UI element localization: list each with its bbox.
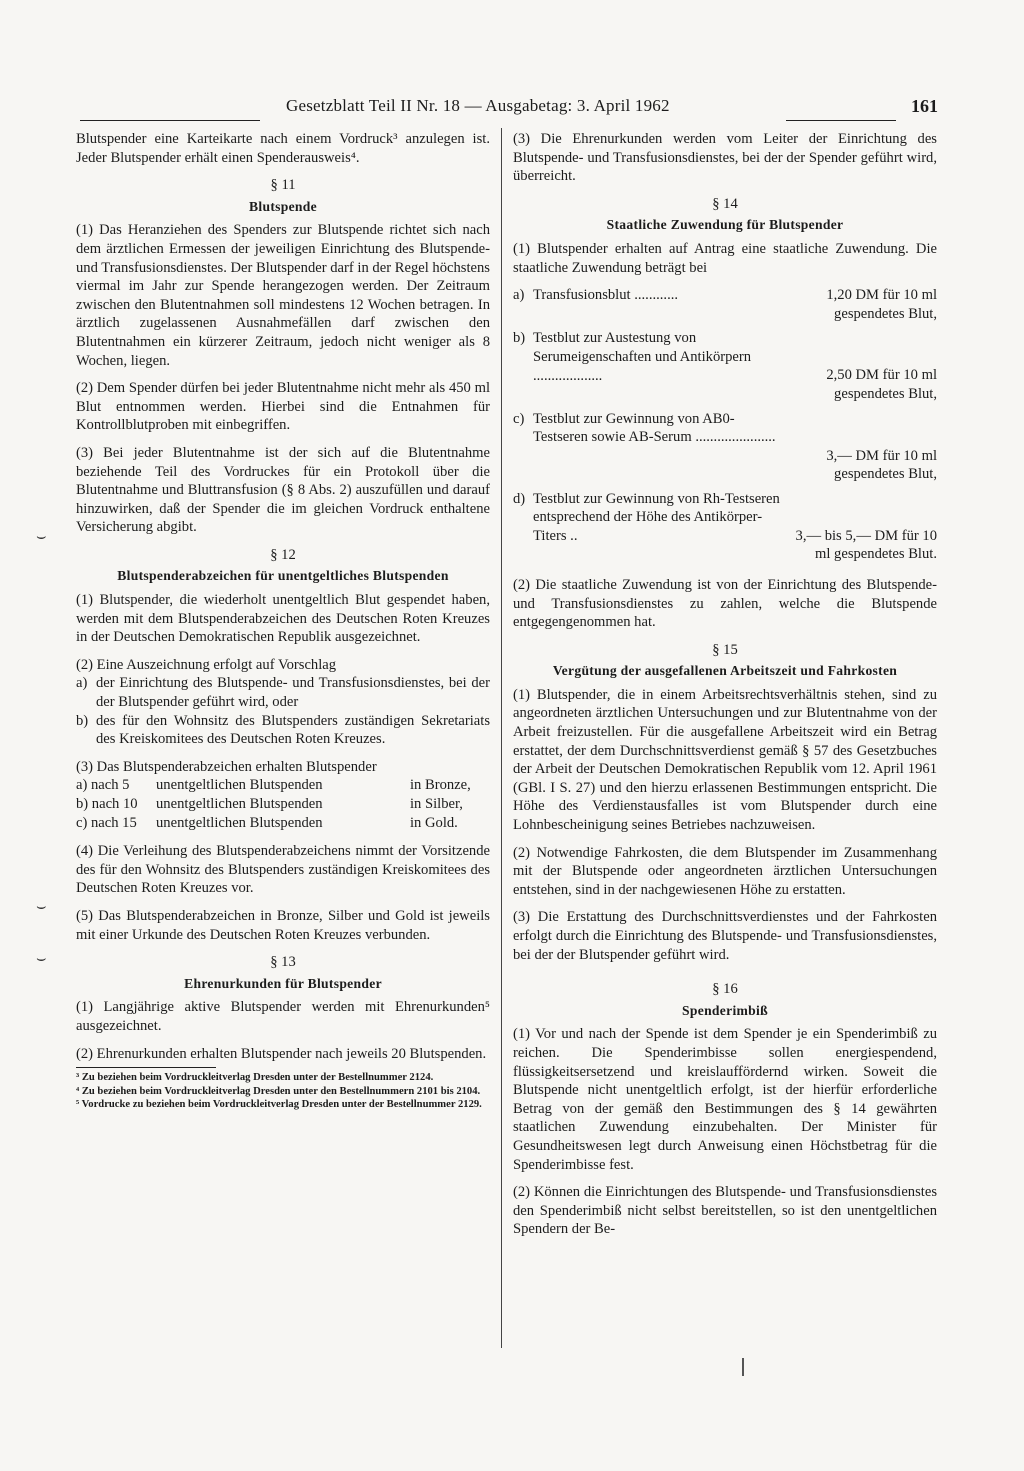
medal-count: a) nach 5 <box>76 777 130 794</box>
rate-value: 2,50 DM für 10 ml gespendetes Blut, <box>826 367 937 402</box>
medal-row-silver <box>76 795 490 814</box>
medal-grade: in Gold. <box>410 814 458 831</box>
list-item-text: des für den Wohnsitz des Blutspenders zuständigen Sekretariats des Kreiskomitees des Deutschen Roten Kreuzes. <box>96 712 490 748</box>
right-intro-paragraph: (3) Die Ehrenurkunden werden vom Leiter der Einrichtung des Blutspende- und Transfusionsdienstes, bei der der Spender geführt wird, überreicht. <box>513 131 937 185</box>
section-12-number: § 12 <box>270 546 296 563</box>
page-header <box>80 96 938 126</box>
list-item <box>76 674 490 711</box>
medal-count: c) nach 15 <box>76 814 137 831</box>
section-16-paragraph-2: (2) Können die Einrichtungen des Blutspende- und Transfusionsdienstes den Spenderimbiß nicht selbst bereitstellen, so ist den unentgeltlichen Spendern der Be- <box>513 1184 937 1238</box>
medal-count: b) nach 10 <box>76 796 138 812</box>
rate-row-b <box>513 329 937 403</box>
left-column <box>76 130 490 1113</box>
footnote-5: ⁵ Vordrucke zu beziehen beim Vordruckleitverlag Dresden unter der Bestellnummer 2129. <box>76 1099 482 1111</box>
medal-row-gold <box>76 814 490 833</box>
right-column <box>513 130 937 1248</box>
section-12-p3-intro: (3) Das Blutspenderabzeichen erhalten Blutspender <box>76 758 377 775</box>
section-16-heading: Spenderimbiß <box>682 1002 768 1018</box>
section-15-paragraph-1: (1) Blutspender, die in einem Arbeitsrechtsverhältnis stehen, sind zu angeordneten ärztlichen Untersuchungen und zur Blutentnahme von der Arbeit freizustellen. Für die ausgefallene Arbeitszeit wird ein Betrag erstattet, der dem Durchschnittsverdienst gemäß § 57 des Gesetzbuches der Arbeit der Deutschen Demokratischen Republik vom 12. April 1961 (GBl. I S. 27) und den hierzu erlassenen Bestimmungen entspricht. Die Höhe des Verdienstausfalles ist vom Blutspender durch eine Lohnbescheinigung seines Betriebes nachzuweisen. <box>513 686 937 834</box>
section-11-paragraph-1: (1) Das Heranziehen des Spenders zur Blutspende richtet sich nach dem ärztlichen Ermessen der jeweiligen Einrichtung des Blutspende- und Transfusionsdienstes. Der Blutspender darf in der Regel höchstens viermal im Jahr zur Spende herangezogen werden. Der Zeitraum zwischen den Blutentnahmen soll mindestens 12 Wochen betragen. In ärztlich zugelassenen Ausnahmefällen darf zwischen den Blutentnahmen ein kürzerer Zeitraum, jedoch nicht weniger als 8 Wochen, liegen. <box>76 222 490 369</box>
section-12-heading: Blutspenderabzeichen für unentgeltliches Blutspenden <box>117 568 449 584</box>
section-12-paragraph-1: (1) Blutspender, die wiederholt unentgeltlich Blut gespendet haben, werden mit dem Blutspenderabzeichen des Deutschen Roten Kreuzes in der Deutschen Demokratischen Republik ausgezeichnet. <box>76 592 490 646</box>
section-12-paragraph-5: (5) Das Blutspenderabzeichen in Bronze, Silber und Gold ist jeweils mit einer Urkunde des Deutschen Roten Kreuzes verbunden. <box>76 907 490 943</box>
rate-text: Testblut zur Gewinnung von Rh-Testseren entsprechend der Höhe des Antikörper-Titers .. <box>533 490 780 544</box>
list-item <box>76 712 490 749</box>
footnote-rule <box>76 1067 216 1068</box>
rate-value: 3,— DM für 10 ml gespendetes Blut, <box>826 447 937 483</box>
rate-value: 3,— bis 5,— DM für 10 ml gespendetes Blut. <box>795 527 937 563</box>
column-divider <box>501 128 502 1348</box>
margin-check-mark: ⌣ <box>36 528 47 545</box>
margin-check-mark: ⌣ <box>36 898 47 915</box>
header-title: Gesetzblatt Teil II Nr. 18 — Ausgabetag: 3. April 1962 <box>286 96 670 115</box>
page-number: 161 <box>911 96 938 116</box>
rate-text: Transfusionsblut ............ <box>533 287 679 304</box>
margin-check-mark: ⌣ <box>36 950 47 967</box>
section-14-paragraph-2: (2) Die staatliche Zuwendung ist von der Einrichtung des Blutspende- und Transfusionsdienstes zu zahlen, welche die Blutspende entgegengenommen hat. <box>513 576 937 631</box>
section-15-number: § 15 <box>712 641 738 658</box>
section-16-paragraph-1: (1) Vor und nach der Spende ist dem Spender je ein Spenderimbiß zu reichen. Die Spenderimbisse sollen energiespendend, flüssigkeitsersetzend und kreislauffördernd wirken. Soweit die Blutspende nicht unentgeltlich erfolgt, ist der hierfür erforderliche Betrag von der gemäß den Bestimmungen des § 14 gewährten staatlichen Zuwendung einzubehalten. Der Minister für Gesundheitswesen legt durch Anweisung einen Höchstbetrag für die Spenderimbisse fest. <box>513 1026 937 1173</box>
rate-label: d) <box>513 490 526 507</box>
medal-desc: unentgeltlichen Blutspenden <box>156 814 323 831</box>
section-15-paragraph-2: (2) Notwendige Fahrkosten, die dem Blutspender im Zusammenhang mit der Blutspende oder angeordneten ärztlichen Untersuchungen entstehen, sind in der nachgewiesenen Höhe zu erstatten. <box>513 844 937 898</box>
header-rule-left <box>80 120 260 121</box>
section-14-heading: Staatliche Zuwendung für Blutspender <box>606 217 844 233</box>
section-14-number: § 14 <box>712 195 738 212</box>
footnote-3: ³ Zu beziehen beim Vordruckleitverlag Dresden unter der Bestellnummer 2124. <box>76 1072 434 1084</box>
list-item-text: der Einrichtung des Blutspende- und Transfusionsdienstes, bei der der Blutspender geführt wird, oder <box>96 675 490 711</box>
rate-label: c) <box>513 410 525 427</box>
rate-row-d <box>513 490 937 564</box>
rate-label: b) <box>513 330 526 347</box>
medal-row-bronze <box>76 776 490 795</box>
rate-value: 1,20 DM für 10 ml gespendetes Blut, <box>826 287 937 322</box>
rate-text: Testblut zur Austestung von Serumeigenschaften und Antikörpern ................... <box>533 330 752 384</box>
section-13-paragraph-1: (1) Langjährige aktive Blutspender werden mit Ehrenurkunden⁵ ausgezeichnet. <box>76 999 490 1034</box>
header-rule-right <box>786 120 896 121</box>
left-intro-paragraph: Blutspender eine Karteikarte nach einem Vordruck³ anzulegen ist. Jeder Blutspender erhält einen Spenderausweis⁴. <box>76 131 490 166</box>
medal-desc: unentgeltlichen Blutspenden <box>156 777 323 794</box>
list-item-label: a) <box>76 675 88 692</box>
section-16-number: § 16 <box>712 981 738 998</box>
medal-grade: in Silber, <box>410 796 463 812</box>
medal-grade: in Bronze, <box>410 777 471 794</box>
rate-row-a <box>513 286 937 323</box>
section-11-paragraph-2: (2) Dem Spender dürfen bei jeder Blutentnahme nicht mehr als 450 ml Blut entnommen werden. Hierbei sind die Entnahmen für Kontrollblutproben mit einbegriffen. <box>76 380 490 434</box>
scan-speck <box>742 1358 744 1376</box>
section-13-paragraph-2: (2) Ehrenurkunden erhalten Blutspender nach jeweils 20 Blutspenden. <box>76 1045 487 1062</box>
medal-desc: unentgeltlichen Blutspenden <box>156 796 323 812</box>
section-12-paragraph-4: (4) Die Verleihung des Blutspenderabzeichens nimmt der Vorsitzende des für den Wohnsitz des Blutspenders zuständigen Kreiskomitees des Deutschen Roten Kreuzes vor. <box>76 843 490 897</box>
section-13-heading: Ehrenurkunden für Blutspender <box>184 975 382 991</box>
section-12-paragraph-3 <box>76 758 490 832</box>
section-11-heading: Blutspende <box>249 198 317 214</box>
section-12-p2-intro: (2) Eine Auszeichnung erfolgt auf Vorschlag <box>76 656 337 673</box>
footnote-4: ⁴ Zu beziehen beim Vordruckleitverlag Dresden unter den Bestellnummern 2101 bis 2104. <box>76 1085 481 1097</box>
section-15-paragraph-3: (3) Die Erstattung des Durchschnittsverdienstes und der Fahrkosten erfolgt durch die Einrichtung des Blutspende- und Transfusionsdienstes, bei der der Blutspender geführt wird. <box>513 909 937 963</box>
section-15-heading: Vergütung der ausgefallenen Arbeitszeit und Fahrkosten <box>552 663 898 679</box>
section-11-number: § 11 <box>270 177 296 194</box>
rate-row-c <box>513 410 937 484</box>
rate-label: a) <box>513 287 525 304</box>
section-13-number: § 13 <box>270 954 296 971</box>
section-12-paragraph-2 <box>76 656 490 749</box>
rate-text: Testblut zur Gewinnung von AB0-Testseren sowie AB-Serum ...................... <box>533 410 776 446</box>
section-14-paragraph-1: (1) Blutspender erhalten auf Antrag eine staatliche Zuwendung. Die staatliche Zuwendung beträgt bei <box>513 240 937 276</box>
section-11-paragraph-3: (3) Bei jeder Blutentnahme ist der sich auf die Blutentnahme beziehende Teil des Vordruckes für ein Protokoll über die Blutentnahme und Bluttransfusion (§ 8 Abs. 2) auszufüllen und darauf hinzuwirken, daß der Spender die im gleichen Vordruck enthaltene Versicherung abgibt. <box>76 444 490 536</box>
list-item-label: b) <box>76 712 89 729</box>
